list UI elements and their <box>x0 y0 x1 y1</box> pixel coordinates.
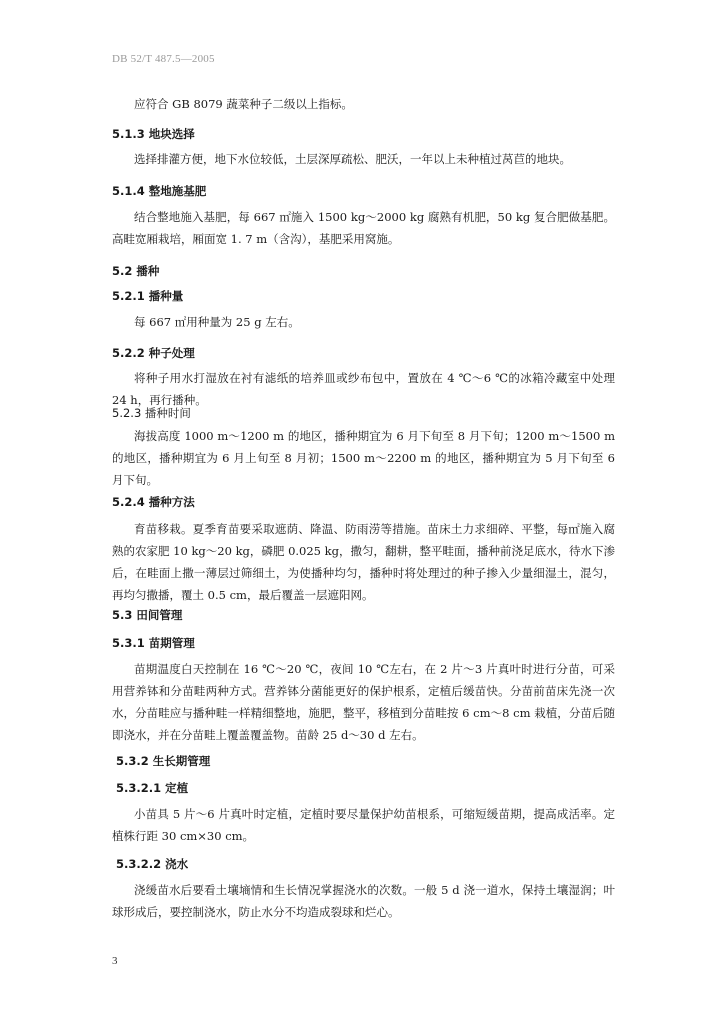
paragraph-5-2-3: 海拔高度 1000 m～1200 m 的地区，播种期宜为 6 月下旬至 8 月下旬；1200 m～1500 m 的地区，播种期宜为 6 月上旬至 8 月初；1500 m～2200 m 的地区，播种期宜为 5 月下旬至 6 月下旬。 <box>112 429 615 487</box>
paragraph-5-1-4: 结合整地施入基肥，每 667 ㎡施入 1500 kg～2000 kg 腐熟有机肥，50 kg 复合肥做基肥。高畦宽厢栽培，厢面宽 1. 7 m（含沟），基肥采用窝施。 <box>112 210 615 246</box>
heading-5-2-2: 5.2.2 种子处理 <box>112 346 195 360</box>
paragraph-seed-standard: 应符合 GB 8079 蔬菜种子二级以上指标。 <box>134 97 353 111</box>
heading-5-2-3: 5.2.3 播种时间 <box>112 406 191 420</box>
heading-5-3-2-2: 5.3.2.2 浇水 <box>116 857 189 871</box>
paragraph-5-2-2: 将种子用水打湿放在衬有滤纸的培养皿或纱布包中，置放在 4 ℃～6 ℃的冰箱冷藏室中处理 24 h，再行播种。 <box>112 371 615 407</box>
heading-5-2-1: 5.2.1 播种量 <box>112 289 184 303</box>
paragraph-5-3-2-1: 小苗具 5 片～6 片真叶时定植，定植时要尽量保护幼苗根系，可缩短缓苗期，提高成活率。定植株行距 30 cm×30 cm。 <box>112 807 615 843</box>
paragraph-5-1-3: 选择排灌方便，地下水位较低，土层深厚疏松、肥沃，一年以上未种植过莴苣的地块。 <box>134 152 571 166</box>
heading-5-1-4: 5.1.4 整地施基肥 <box>112 184 207 198</box>
heading-5-1-3: 5.1.3 地块选择 <box>112 127 195 141</box>
paragraph-5-3-1: 苗期温度白天控制在 16 ℃～20 ℃，夜间 10 ℃左右，在 2 片～3 片真叶时进行分苗，可采用营养钵和分苗畦两种方式。营养钵分菌能更好的保护根系，定植后缓苗快。分苗前苗床先浇一次水，分苗畦应与播种畦一样精细整地，施肥，整平，移植到分苗畦按 6 cm～8 cm 栽植，分苗后随即浇水，并在分苗畦上覆盖覆盖物。苗龄 25 d～30 d 左右。 <box>112 662 615 742</box>
page-number: 3 <box>112 955 118 967</box>
heading-5-3-2: 5.3.2 生长期管理 <box>116 754 211 768</box>
standard-number-header: DB 52/T 487.5—2005 <box>112 53 215 65</box>
heading-5-3-2-1: 5.3.2.1 定植 <box>116 781 189 795</box>
heading-5-3: 5.3 田间管理 <box>112 608 183 622</box>
heading-5-3-1: 5.3.1 苗期管理 <box>112 636 195 650</box>
heading-5-2: 5.2 播种 <box>112 264 160 278</box>
heading-5-2-4: 5.2.4 播种方法 <box>112 495 195 509</box>
paragraph-5-3-2-2: 浇缓苗水后要看土壤墒情和生长情况掌握浇水的次数。一般 5 d 浇一道水，保持土壤湿润；叶球形成后，要控制浇水，防止水分不均造成裂球和烂心。 <box>112 883 615 919</box>
paragraph-5-2-4: 育苗移栽。夏季育苗要采取遮荫、降温、防雨涝等措施。苗床土力求细碎、平整，每㎡施入腐熟的农家肥 10 kg～20 kg，磷肥 0.025 kg，撒匀，翻耕，整平畦面，播种前浇足底水，待水下渗后，在畦面上撒一薄层过筛细土，为使播种均匀，播种时将处理过的种子掺入少量细湿土，混匀，再均匀撒播，覆土 0.5 cm，最后覆盖一层遮阳网。 <box>112 522 615 602</box>
paragraph-5-2-1: 每 667 ㎡用种量为 25 g 左右。 <box>134 315 300 329</box>
